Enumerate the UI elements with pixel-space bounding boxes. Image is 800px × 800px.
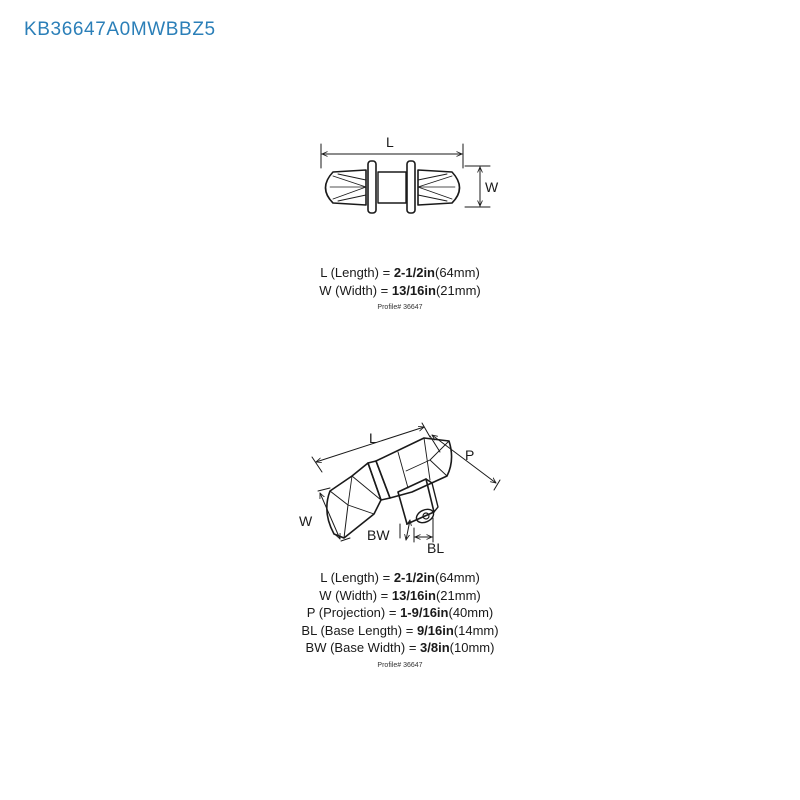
spec-width: W (Width) = 13/16in(21mm) (319, 587, 481, 603)
spec-base-length: BL (Base Length) = 9/16in(14mm) (301, 622, 499, 638)
spec-length: L (Length) = 2-1/2in(64mm) (320, 265, 480, 280)
iso-view-drawing (312, 423, 500, 542)
product-sku: KB36647A0MWBBZ5 (24, 19, 216, 40)
iso-base-width-label: BW (367, 527, 390, 543)
iso-length-label: L (369, 430, 377, 446)
spec-base-width: BW (Base Width) = 3/8in(10mm) (305, 640, 495, 655)
profile-number: Profile# 36647 (377, 304, 423, 311)
spec-projection: P (Projection) = 1-9/16in(40mm) (306, 605, 494, 620)
top-view-drawing (321, 144, 490, 213)
top-spec-list (200, 264, 600, 314)
iso-base-length-label: BL (427, 540, 445, 556)
profile-number: Profile# 36647 (377, 661, 423, 669)
iso-spec-list (200, 569, 600, 672)
iso-width-label: W (299, 513, 313, 529)
spec-width: W (Width) = 13/16in(21mm) (319, 282, 481, 298)
spec-length: L (Length) = 2-1/2in(64mm) (320, 570, 480, 585)
top-width-label: W (485, 179, 499, 195)
iso-projection-label: P (465, 447, 475, 463)
top-length-label: L (386, 134, 394, 150)
